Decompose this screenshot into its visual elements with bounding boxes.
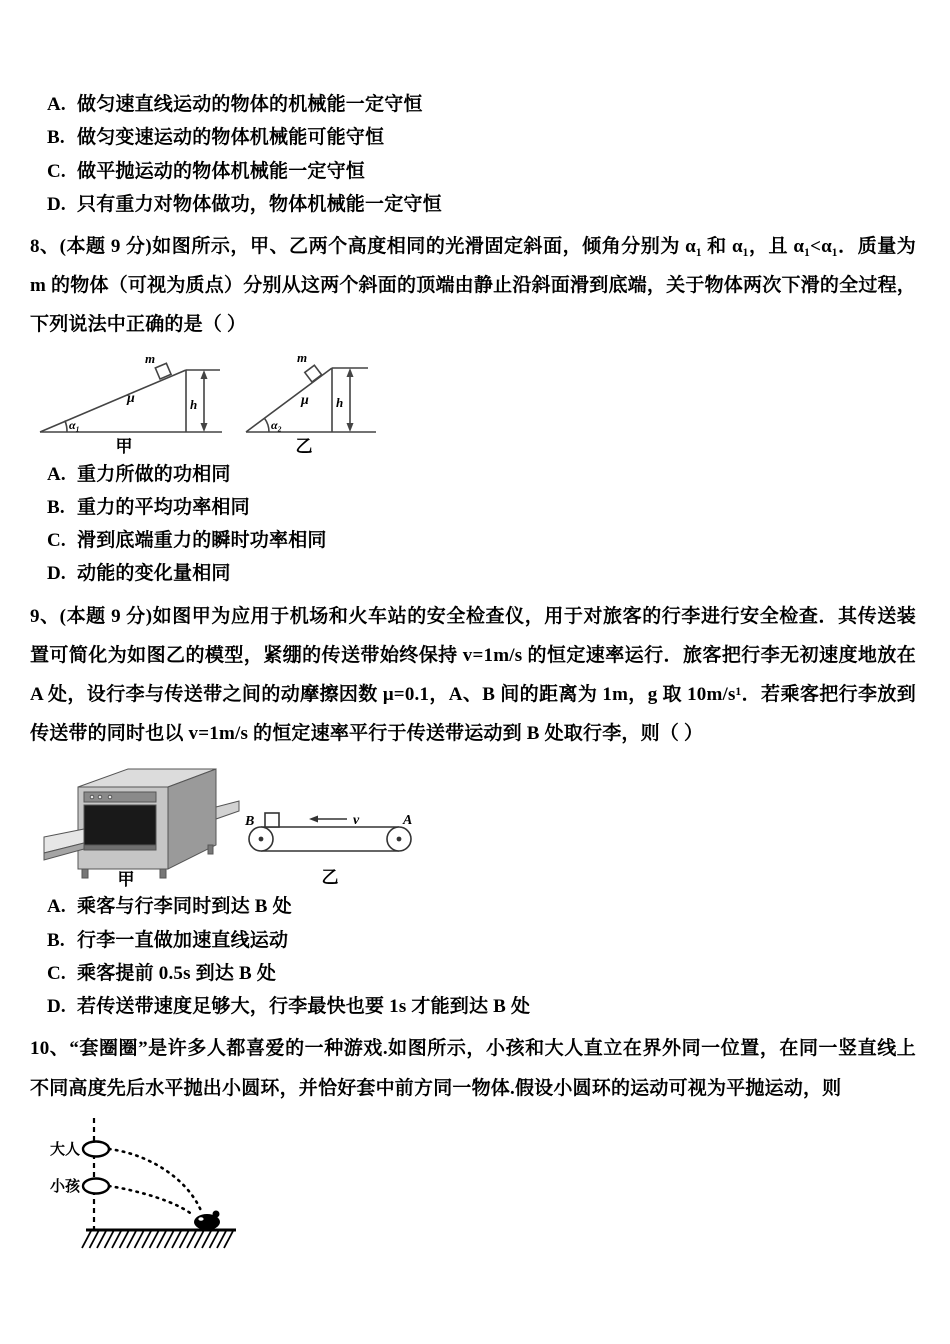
option-row: [47, 930, 916, 953]
surface-label: μ: [127, 390, 135, 406]
option-row: [47, 127, 916, 150]
question-8-options: [47, 464, 916, 587]
option-text: 滑到底端重力的瞬时功率相同: [77, 530, 327, 552]
option-text: 重力的平均功率相同: [77, 496, 250, 518]
option-text: 乘客提前 0.5s 到达 B 处: [77, 962, 277, 984]
option-row: [47, 94, 916, 117]
option-text: 只有重力对物体做功，物体机械能一定守恒: [77, 193, 442, 215]
option-row: [47, 497, 916, 520]
angle-label: α₁: [69, 417, 80, 432]
incline-jia-diagram: [36, 349, 228, 455]
option-text: 做匀变速运动的物体机械能可能守恒: [77, 127, 385, 149]
option-label: C.: [47, 962, 66, 984]
option-row: [47, 161, 916, 184]
block-mass-label: m: [297, 349, 308, 365]
question-7-options: [47, 94, 916, 217]
option-label: B.: [47, 496, 65, 518]
scanner-body: [44, 769, 239, 878]
belt-lines: [249, 813, 411, 851]
block-yi: [305, 365, 322, 382]
option-text: 做匀速直线运动的物体的机械能一定守恒: [77, 94, 423, 115]
option-row: [47, 963, 916, 986]
conveyor-belt-diagram: [243, 799, 423, 887]
figure-caption-jia: 甲: [115, 436, 133, 455]
block-mass-label: m: [145, 350, 156, 366]
figure-caption-yi: 乙: [295, 436, 313, 455]
question-9-options: [47, 896, 916, 1019]
option-label: B.: [47, 929, 65, 951]
velocity-label: v: [353, 813, 360, 829]
option-label: A.: [47, 463, 66, 485]
question-9-figure: [36, 757, 916, 887]
option-label: D.: [47, 563, 66, 585]
projectile-trajectories: [109, 1149, 202, 1216]
height-label: h: [190, 396, 198, 412]
option-label: C.: [47, 160, 66, 182]
option-label: A.: [47, 896, 66, 918]
question-10-stem: 10、“套圈圈”是许多人都喜爱的一种游戏.如图所示，小孩和大人直立在界外同一位置，在同一竖直线上不同高度先后水平抛出小圆环，并恰好套中前方同一物体.假设小圆环的运动可视为平抛运动，则: [30, 1038, 916, 1099]
angle-label: α₂: [271, 417, 282, 432]
option-label: A.: [47, 94, 66, 115]
figure-caption-jia: 甲: [117, 870, 135, 888]
question-8-stem: 8、(本题 9 分)如图所示，甲、乙两个高度相同的光滑固定斜面，倾角分别为 α₁ 和 α₁，且 α₁<α₁．质量为 m 的物体（可视为质点）分别从这两个斜面的顶端由静止沿斜面滑到底端，关于物体两次下滑的全过程，下列说法中正确的是（ ）: [30, 236, 916, 336]
thrown-rings: [83, 1141, 109, 1193]
question-10-figure: [36, 1112, 916, 1262]
ground-hatching: [82, 1231, 233, 1248]
question-9-stem: 9、(本题 9 分)如图甲为应用于机场和火车站的安全检查仪，用于对旅客的行李进行安全检查．其传送装置可简化为如图乙的模型，紧绷的传送带始终保持 v=1m/s 的恒定速率运行．旅客把行李无初速度地放在 A 处，设行李与传送带之间的动摩擦因数 μ=0.1，A、B 间的距离为 1m，g 取 10m/s¹．若乘客把行李放到传送带的同时也以 v=1m/s 的恒定速率平行于传送带运动到 B 处取行李，则（ ）: [30, 605, 916, 745]
option-text: 乘客与行李同时到达 B 处: [77, 896, 292, 918]
option-text: 做平抛运动的物体机械能一定守恒: [77, 160, 366, 182]
child-label: 小孩: [49, 1177, 80, 1195]
option-text: 重力所做的功相同: [77, 463, 231, 485]
option-label: B.: [47, 127, 65, 149]
option-label: C.: [47, 530, 66, 552]
surface-label: μ: [301, 392, 309, 408]
height-label: h: [336, 394, 344, 410]
option-row: [47, 530, 916, 553]
option-label: D.: [47, 996, 66, 1018]
point-a-label: A: [403, 813, 413, 829]
option-row: [47, 563, 916, 586]
point-b-label: B: [245, 814, 255, 830]
adult-label: 大人: [49, 1140, 80, 1158]
option-row: [47, 194, 916, 217]
figure-caption-yi: 乙: [321, 868, 339, 888]
option-label: D.: [47, 193, 66, 215]
option-text: 动能的变化量相同: [77, 563, 231, 585]
question-8-figure: [36, 349, 916, 455]
option-row: [47, 896, 916, 919]
xray-scanner-illustration: [36, 757, 241, 887]
option-row: [47, 996, 916, 1019]
ring-toss-diagram: [36, 1112, 244, 1262]
option-text: 若传送带速度足够大，行李最快也要 1s 才能到达 B 处: [77, 996, 531, 1018]
target-object: [194, 1210, 220, 1230]
incline-yi-diagram: [242, 349, 382, 455]
option-text: 行李一直做加速直线运动: [77, 929, 289, 951]
option-row: [47, 464, 916, 487]
